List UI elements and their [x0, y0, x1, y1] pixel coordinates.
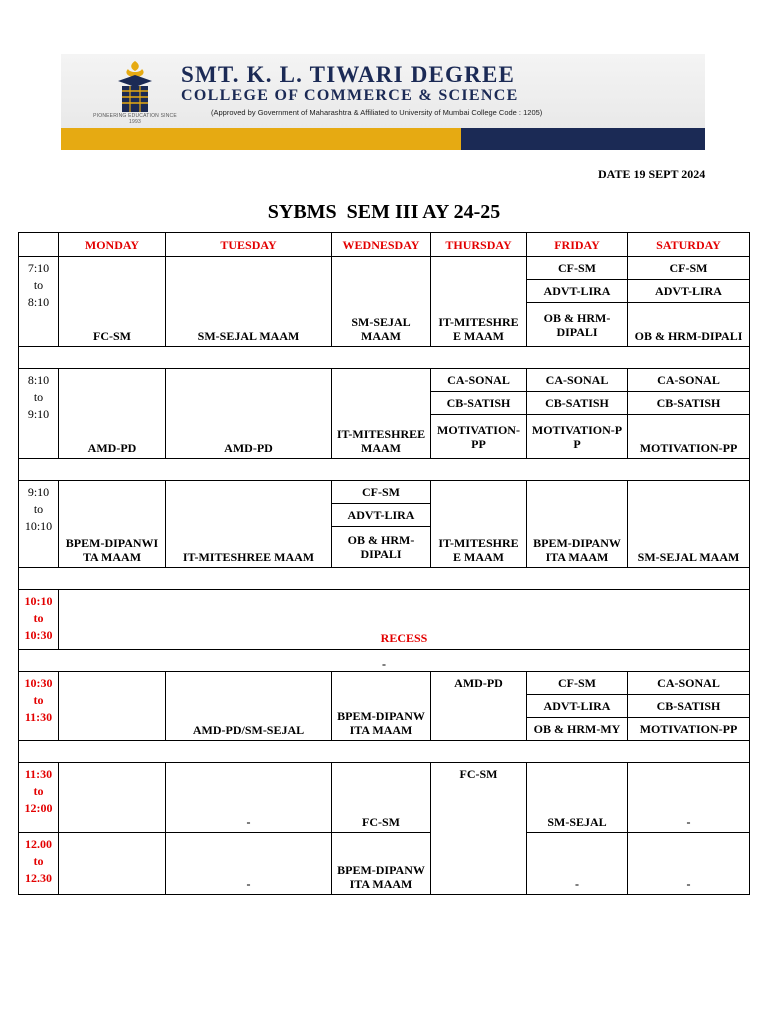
time-end: 10:30 — [24, 628, 53, 642]
class-cell: ADVT-LIRA — [332, 504, 431, 527]
slot-row — [19, 481, 750, 504]
time-start: 11:30 — [24, 767, 53, 781]
time-to: to — [33, 502, 44, 516]
class-cell: FC-SM — [59, 257, 166, 347]
day-header-row — [19, 233, 750, 257]
class-cell: OB & HRM-DIPALI — [527, 303, 628, 347]
spacer-row — [19, 459, 750, 481]
class-cell: MOTIVATION-PP — [431, 415, 527, 459]
class-cell: IT-MITESHRE E MAAM — [431, 257, 527, 347]
class-cell: BPEM-DIPANW ITA MAAM — [527, 481, 628, 568]
spacer-dash: - — [19, 650, 750, 672]
class-cell: IT-MITESHRE E MAAM — [431, 481, 527, 568]
spacer-cell — [19, 459, 750, 481]
recess-row — [19, 590, 750, 650]
class-cell: AMD-PD — [431, 672, 527, 741]
class-cell-empty — [59, 672, 166, 741]
class-cell: CB-SATISH — [628, 392, 750, 415]
navy-strip — [461, 128, 705, 150]
time-start: 12.00 — [25, 837, 52, 851]
college-logo-icon — [104, 59, 166, 117]
day-saturday: SATURDAY — [628, 233, 750, 257]
class-cell: SM-SEJAL — [527, 763, 628, 833]
class-cell: - — [166, 763, 332, 833]
class-cell: - — [628, 763, 750, 833]
class-cell-empty — [59, 763, 166, 833]
class-cell: IT-MITESHREE MAAM — [332, 369, 431, 459]
class-cell: OB & HRM-MY — [527, 718, 628, 741]
class-cell-empty — [59, 833, 166, 895]
time-to: to — [33, 693, 44, 707]
class-cell: CF-SM — [332, 481, 431, 504]
day-wednesday: WEDNESDAY — [332, 233, 431, 257]
day-monday: MONDAY — [59, 233, 166, 257]
slot-row — [19, 257, 750, 280]
time-start: 7:10 — [27, 261, 50, 275]
class-cell: CA-SONAL — [628, 672, 750, 695]
banner-color-strip — [61, 128, 705, 150]
class-cell: SM-SEJAL MAAM — [166, 257, 332, 347]
time-cell — [19, 672, 59, 741]
slot-row — [19, 369, 750, 392]
college-name-line1: SMT. K. L. TIWARI DEGREE — [181, 62, 516, 87]
slot-row — [19, 672, 750, 695]
time-to: to — [33, 278, 44, 292]
class-cell: BPEM-DIPANW ITA MAAM — [332, 833, 431, 895]
class-cell: ADVT-LIRA — [527, 280, 628, 303]
time-end: 12:00 — [24, 801, 53, 815]
time-end: 9:10 — [27, 407, 50, 421]
time-cell — [19, 481, 59, 568]
corner-cell — [19, 233, 59, 257]
class-cell: FC-SM — [431, 763, 527, 895]
time-cell — [19, 369, 59, 459]
time-cell — [19, 763, 59, 833]
class-cell: CF-SM — [527, 672, 628, 695]
time-start: 10:10 — [24, 594, 53, 608]
class-cell: AMD-PD — [166, 369, 332, 459]
class-cell: AMD-PD — [59, 369, 166, 459]
class-cell: CA-SONAL — [527, 369, 628, 392]
class-cell: CF-SM — [527, 257, 628, 280]
class-cell: CF-SM — [628, 257, 750, 280]
time-end: 10:10 — [24, 519, 53, 533]
college-banner — [61, 54, 705, 150]
spacer-row — [19, 347, 750, 369]
time-to: to — [33, 611, 44, 625]
time-to: to — [33, 784, 44, 798]
timetable-date: DATE 19 SEPT 2024 — [598, 167, 706, 181]
class-cell: BPEM-DIPANW ITA MAAM — [332, 672, 431, 741]
class-cell: OB & HRM-DIPALI — [628, 303, 750, 347]
class-cell: - — [166, 833, 332, 895]
time-cell — [19, 833, 59, 895]
spacer-cell — [19, 568, 750, 590]
time-start: 9:10 — [27, 485, 50, 499]
class-cell: SM-SEJAL MAAM — [628, 481, 750, 568]
class-cell: CA-SONAL — [431, 369, 527, 392]
day-friday: FRIDAY — [527, 233, 628, 257]
timetable — [18, 232, 750, 895]
college-name-line2: COLLEGE OF COMMERCE & SCIENCE — [181, 87, 519, 104]
class-cell: - — [628, 833, 750, 895]
class-cell: MOTIVATION-PP — [628, 718, 750, 741]
day-thursday: THURSDAY — [431, 233, 527, 257]
time-cell — [19, 257, 59, 347]
time-end: 12.30 — [25, 871, 52, 885]
class-cell: CB-SATISH — [628, 695, 750, 718]
recess-label: RECESS — [59, 590, 750, 650]
class-cell: CB-SATISH — [431, 392, 527, 415]
spacer-cell — [19, 347, 750, 369]
class-cell: ADVT-LIRA — [628, 280, 750, 303]
class-cell: CA-SONAL — [628, 369, 750, 392]
class-cell: - — [527, 833, 628, 895]
class-cell: BPEM-DIPANWI TA MAAM — [59, 481, 166, 568]
class-cell: CB-SATISH — [527, 392, 628, 415]
college-approval-text: (Approved by Government of Maharashtra & Affiliated to University of Mumbai College Code : 1205) — [211, 108, 543, 117]
time-cell — [19, 590, 59, 650]
time-start: 10:30 — [24, 676, 53, 690]
time-start: 8:10 — [27, 373, 50, 387]
spacer-cell — [19, 741, 750, 763]
slot-row — [19, 833, 750, 895]
spacer-row — [19, 568, 750, 590]
class-cell: OB & HRM-DIPALI — [332, 527, 431, 568]
timetable-title: SYBMS SEM III AY 24-25 — [267, 201, 501, 223]
slot-row — [19, 763, 750, 833]
time-end: 8:10 — [27, 295, 50, 309]
time-to: to — [33, 390, 44, 404]
class-cell: MOTIVATION-PP — [628, 415, 750, 459]
class-cell: MOTIVATION-P P — [527, 415, 628, 459]
class-cell: FC-SM — [332, 763, 431, 833]
class-cell: AMD-PD/SM-SEJAL — [166, 672, 332, 741]
gold-strip — [61, 128, 461, 150]
class-cell: IT-MITESHREE MAAM — [166, 481, 332, 568]
time-end: 11:30 — [24, 710, 53, 724]
spacer-row — [19, 650, 750, 672]
day-tuesday: TUESDAY — [166, 233, 332, 257]
logo-caption: PIONEERING EDUCATION SINCE 1993 — [93, 113, 177, 125]
class-cell: SM-SEJAL MAAM — [332, 257, 431, 347]
time-to: to — [33, 854, 44, 868]
class-cell: ADVT-LIRA — [527, 695, 628, 718]
spacer-row — [19, 741, 750, 763]
